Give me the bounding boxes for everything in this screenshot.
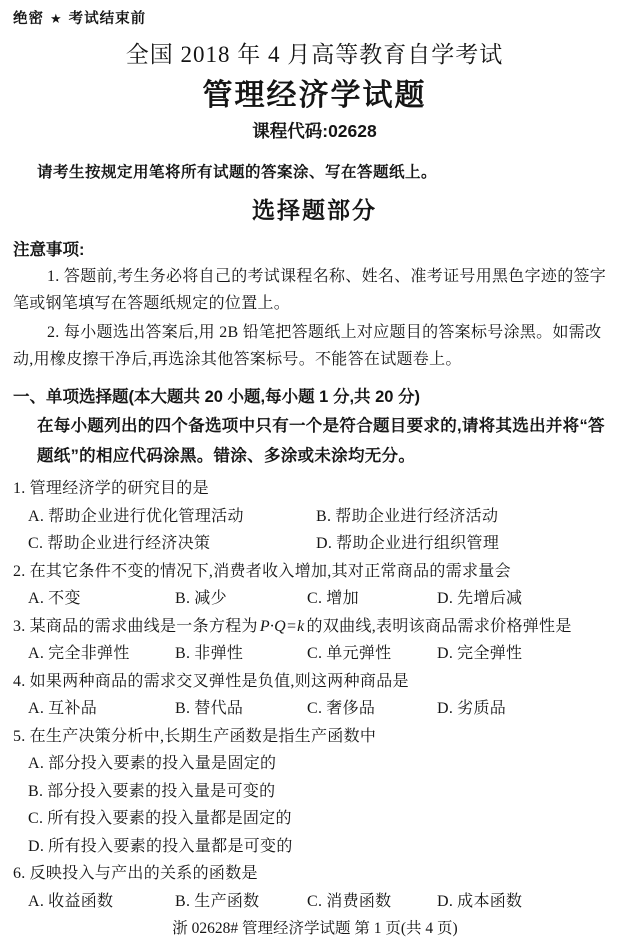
option-label: A.	[28, 645, 45, 662]
question-4-stem	[13, 668, 616, 696]
question-1-options	[13, 503, 616, 558]
option-text: 生产函数	[194, 892, 260, 910]
question-2-options	[13, 585, 616, 613]
section-one-heading: 一、单项选择题(本大题共 20 小题,每小题 1 分,共 20 分)	[13, 388, 421, 406]
question-5	[13, 723, 616, 861]
option-label: C.	[28, 535, 44, 552]
demand-curve-formula: P·Q=k	[259, 617, 305, 635]
question-number: 1.	[13, 480, 26, 497]
option-text: 替代品	[194, 700, 244, 717]
option-text: 消费函数	[326, 892, 392, 910]
option-text: 部分投入要素的投入量是可变的	[47, 782, 276, 800]
option-label: C.	[307, 590, 323, 607]
option-label: A.	[28, 700, 45, 717]
question-3	[13, 613, 616, 668]
question-3-options	[13, 640, 616, 668]
option-d	[437, 695, 616, 723]
option-label: C.	[307, 892, 323, 910]
question-6-stem	[13, 860, 616, 888]
exam-title: 管理经济学试题	[202, 79, 427, 112]
question-5-stem	[13, 723, 616, 751]
question-stem-prefix: 某商品的需求曲线是一条方程为	[29, 617, 258, 635]
option-text: 非弹性	[194, 645, 244, 662]
question-2	[13, 558, 616, 613]
option-text: 单元弹性	[326, 645, 392, 662]
option-label: B.	[175, 700, 191, 717]
secrecy-suffix: 考试结束前	[68, 11, 147, 27]
option-label: C.	[307, 700, 323, 717]
question-list	[13, 475, 616, 915]
secrecy-notice	[13, 10, 616, 28]
part-title: 选择题部分	[252, 197, 377, 223]
option-label: B.	[175, 645, 191, 662]
option-text: 完全弹性	[457, 645, 523, 662]
question-3-stem	[13, 613, 616, 641]
option-label: A.	[28, 507, 45, 525]
option-label: A.	[28, 892, 45, 910]
option-d	[437, 585, 616, 613]
section-one-instructions: 在每小题列出的四个备选项中只有一个是符合题目要求的,请将其选出并将“答题纸”的相应代码涂黑。错涂、多涂或未涂均无分。	[37, 417, 605, 465]
option-text: 劣质品	[457, 700, 507, 717]
option-a	[28, 585, 175, 613]
course-code: 课程代码:02628	[252, 121, 377, 141]
option-b	[28, 778, 616, 806]
option-label: B.	[28, 782, 44, 800]
option-d	[437, 888, 616, 916]
option-d	[316, 530, 616, 558]
option-label: D.	[28, 837, 45, 855]
option-text: 互补品	[48, 700, 98, 717]
option-a	[28, 888, 175, 916]
candidate-instruction: 请考生按规定用笔将所有试题的答案涂、写在答题纸上。	[37, 164, 438, 181]
option-a	[28, 695, 175, 723]
note-item-1: 1. 答题前,考生务必将自己的考试课程名称、姓名、准考证号用黑色字迹的签字笔或钢笔填写在答题纸规定的位置上。	[13, 268, 607, 312]
option-b	[175, 585, 307, 613]
option-c	[307, 888, 437, 916]
option-text: 所有投入要素的投入量都是可变的	[48, 837, 293, 855]
option-label: D.	[437, 590, 454, 607]
question-number: 6.	[13, 865, 26, 882]
page-footer: 浙 02628# 管理经济学试题 第 1 页(共 4 页)	[172, 920, 458, 937]
option-text: 所有投入要素的投入量都是固定的	[47, 810, 292, 827]
option-text: 帮助企业进行经济决策	[47, 535, 211, 552]
option-text: 部分投入要素的投入量是固定的	[48, 755, 277, 772]
question-1-stem	[13, 475, 616, 503]
notes-heading: 注意事项:	[13, 241, 85, 259]
option-b	[175, 888, 307, 916]
option-b	[175, 640, 307, 668]
question-number: 5.	[13, 727, 26, 745]
question-stem-text: 管理经济学的研究目的是	[29, 480, 209, 497]
option-label: A.	[28, 755, 45, 772]
question-number: 3.	[13, 617, 26, 635]
question-stem-suffix: 的双曲线,表明该商品需求价格弹性是	[306, 617, 572, 635]
question-stem-text: 如果两种商品的需求交叉弹性是负值,则这两种商品是	[29, 672, 409, 690]
option-text: 收益函数	[48, 892, 114, 910]
option-text: 减少	[194, 590, 227, 607]
option-text: 帮助企业进行经济活动	[335, 507, 499, 525]
option-label: C.	[28, 810, 44, 827]
option-d	[437, 640, 616, 668]
question-stem-text: 在其它条件不变的情况下,消费者收入增加,其对正常商品的需求量会	[29, 562, 511, 580]
question-1	[13, 475, 616, 558]
option-c	[28, 805, 616, 833]
option-text: 增加	[326, 590, 359, 607]
note-item-2: 2. 每小题选出答案后,用 2B 铅笔把答题纸上对应题目的答案标号涂黑。如需改动,用橡皮擦干净后,再选涂其他答案标号。不能答在试题卷上。	[13, 324, 602, 368]
option-a	[28, 750, 616, 778]
option-c	[307, 695, 437, 723]
option-label: B.	[175, 590, 191, 607]
option-label: B.	[175, 892, 191, 910]
option-b	[175, 695, 307, 723]
option-text: 帮助企业进行优化管理活动	[48, 507, 244, 525]
question-5-options	[13, 750, 616, 860]
question-stem-text: 反映投入与产出的关系的函数是	[29, 865, 258, 882]
question-stem-text: 在生产决策分析中,长期生产函数是指生产函数中	[29, 727, 377, 745]
option-text: 不变	[48, 590, 81, 607]
question-6	[13, 860, 616, 915]
option-label: A.	[28, 590, 45, 607]
question-2-stem	[13, 558, 616, 586]
exam-session-title: 全国 2018 年 4 月高等教育自学考试	[125, 42, 504, 67]
option-text: 完全非弹性	[48, 645, 130, 662]
option-text: 成本函数	[457, 892, 523, 910]
question-number: 2.	[13, 562, 26, 580]
secrecy-prefix: 绝密	[13, 11, 44, 27]
option-label: D.	[316, 535, 333, 552]
option-a	[28, 640, 175, 668]
option-label: D.	[437, 700, 454, 717]
option-label: C.	[307, 645, 323, 662]
option-b	[316, 503, 616, 531]
question-4-options	[13, 695, 616, 723]
option-label: D.	[437, 645, 454, 662]
option-label: D.	[437, 892, 454, 910]
option-text: 奢侈品	[326, 700, 376, 717]
option-c	[28, 530, 316, 558]
option-a	[28, 503, 316, 531]
option-c	[307, 640, 437, 668]
question-number: 4.	[13, 672, 26, 690]
option-d	[28, 833, 616, 861]
star-icon: ★	[50, 11, 63, 26]
option-c	[307, 585, 437, 613]
question-6-options	[13, 888, 616, 916]
option-text: 帮助企业进行组织管理	[336, 535, 500, 552]
question-4	[13, 668, 616, 723]
option-label: B.	[316, 507, 332, 525]
option-text: 先增后减	[457, 590, 523, 607]
